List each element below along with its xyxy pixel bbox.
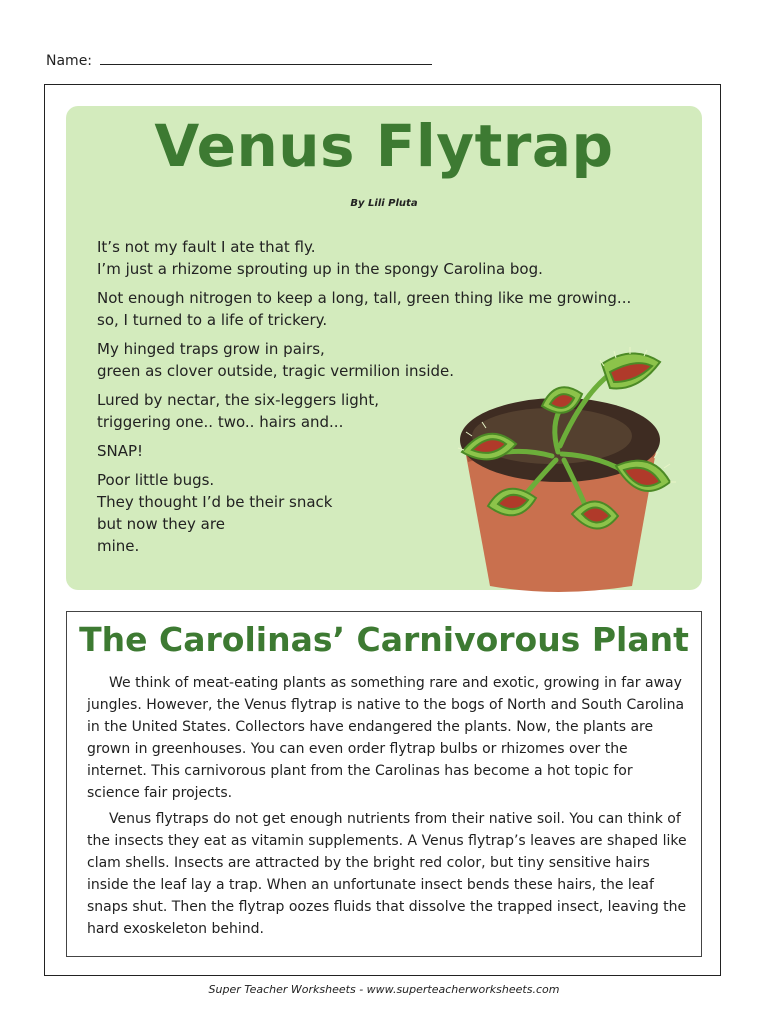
poem-line: Lured by nectar, the six-leggers light, [97,391,379,409]
poem-line: green as clover outside, tragic vermilion inside. [97,362,455,380]
name-label: Name: [46,53,93,69]
name-line [46,52,432,69]
stanza [97,236,697,280]
poem-line: They thought I’d be their snack [97,493,333,511]
poem-line: My hinged traps grow in pairs, [97,340,325,358]
poem-line: It’s not my fault I ate that fly. [97,238,316,256]
article-paragraph: We think of meat-eating plants as something rare and exotic, growing in far away jungles. However, the Venus flytrap is native to the bogs of North and South Carolina in the United States. Collectors have endangered the plants. Now, the plants are grown in greenhouses. You can even order flytrap bulbs or rhizomes over the internet. This carnivorous plant from the Carolinas has become a hot topic for science fair projects. [87,675,685,801]
poem-line: triggering one.. two.. hairs and... [97,413,344,431]
footer-credit: Super Teacher Worksheets - www.superteacherworksheets.com [208,983,560,996]
poem-line: SNAP! [97,442,144,460]
poem-line: Poor little bugs. [97,471,215,489]
poem-byline: By Lili Pluta [350,198,418,209]
name-blank[interactable] [100,52,432,65]
poem-line: I’m just a rhizome sprouting up in the spongy Carolina bog. [97,260,543,278]
article-paragraph: Venus flytraps do not get enough nutrients from their native soil. You can think of the insects they eat as vitamin supplements. A Venus flytrap’s leaves are shaped like clam shells. Insects are attracted by the bright red color, but tiny sensitive hairs inside the leaf lay a trap. When an unfortunate insect bends these hairs, the leaf snaps shut. Then the flytrap oozes fluids that dissolve the trapped insect, leaving the hard exoskeleton behind. [87,811,687,937]
article-title: The Carolinas’ Carnivorous Plant [79,620,689,659]
poem-line: mine. [97,537,140,555]
stanza [97,287,697,331]
poem-title: Venus Flytrap [154,112,614,180]
poem-line: Not enough nitrogen to keep a long, tall, green thing like me growing... [97,289,632,307]
article-body [87,672,687,944]
poem-line: but now they are [97,515,225,533]
venus-flytrap-plant-icon [432,336,680,594]
poem-line: so, I turned to a life of trickery. [97,311,328,329]
